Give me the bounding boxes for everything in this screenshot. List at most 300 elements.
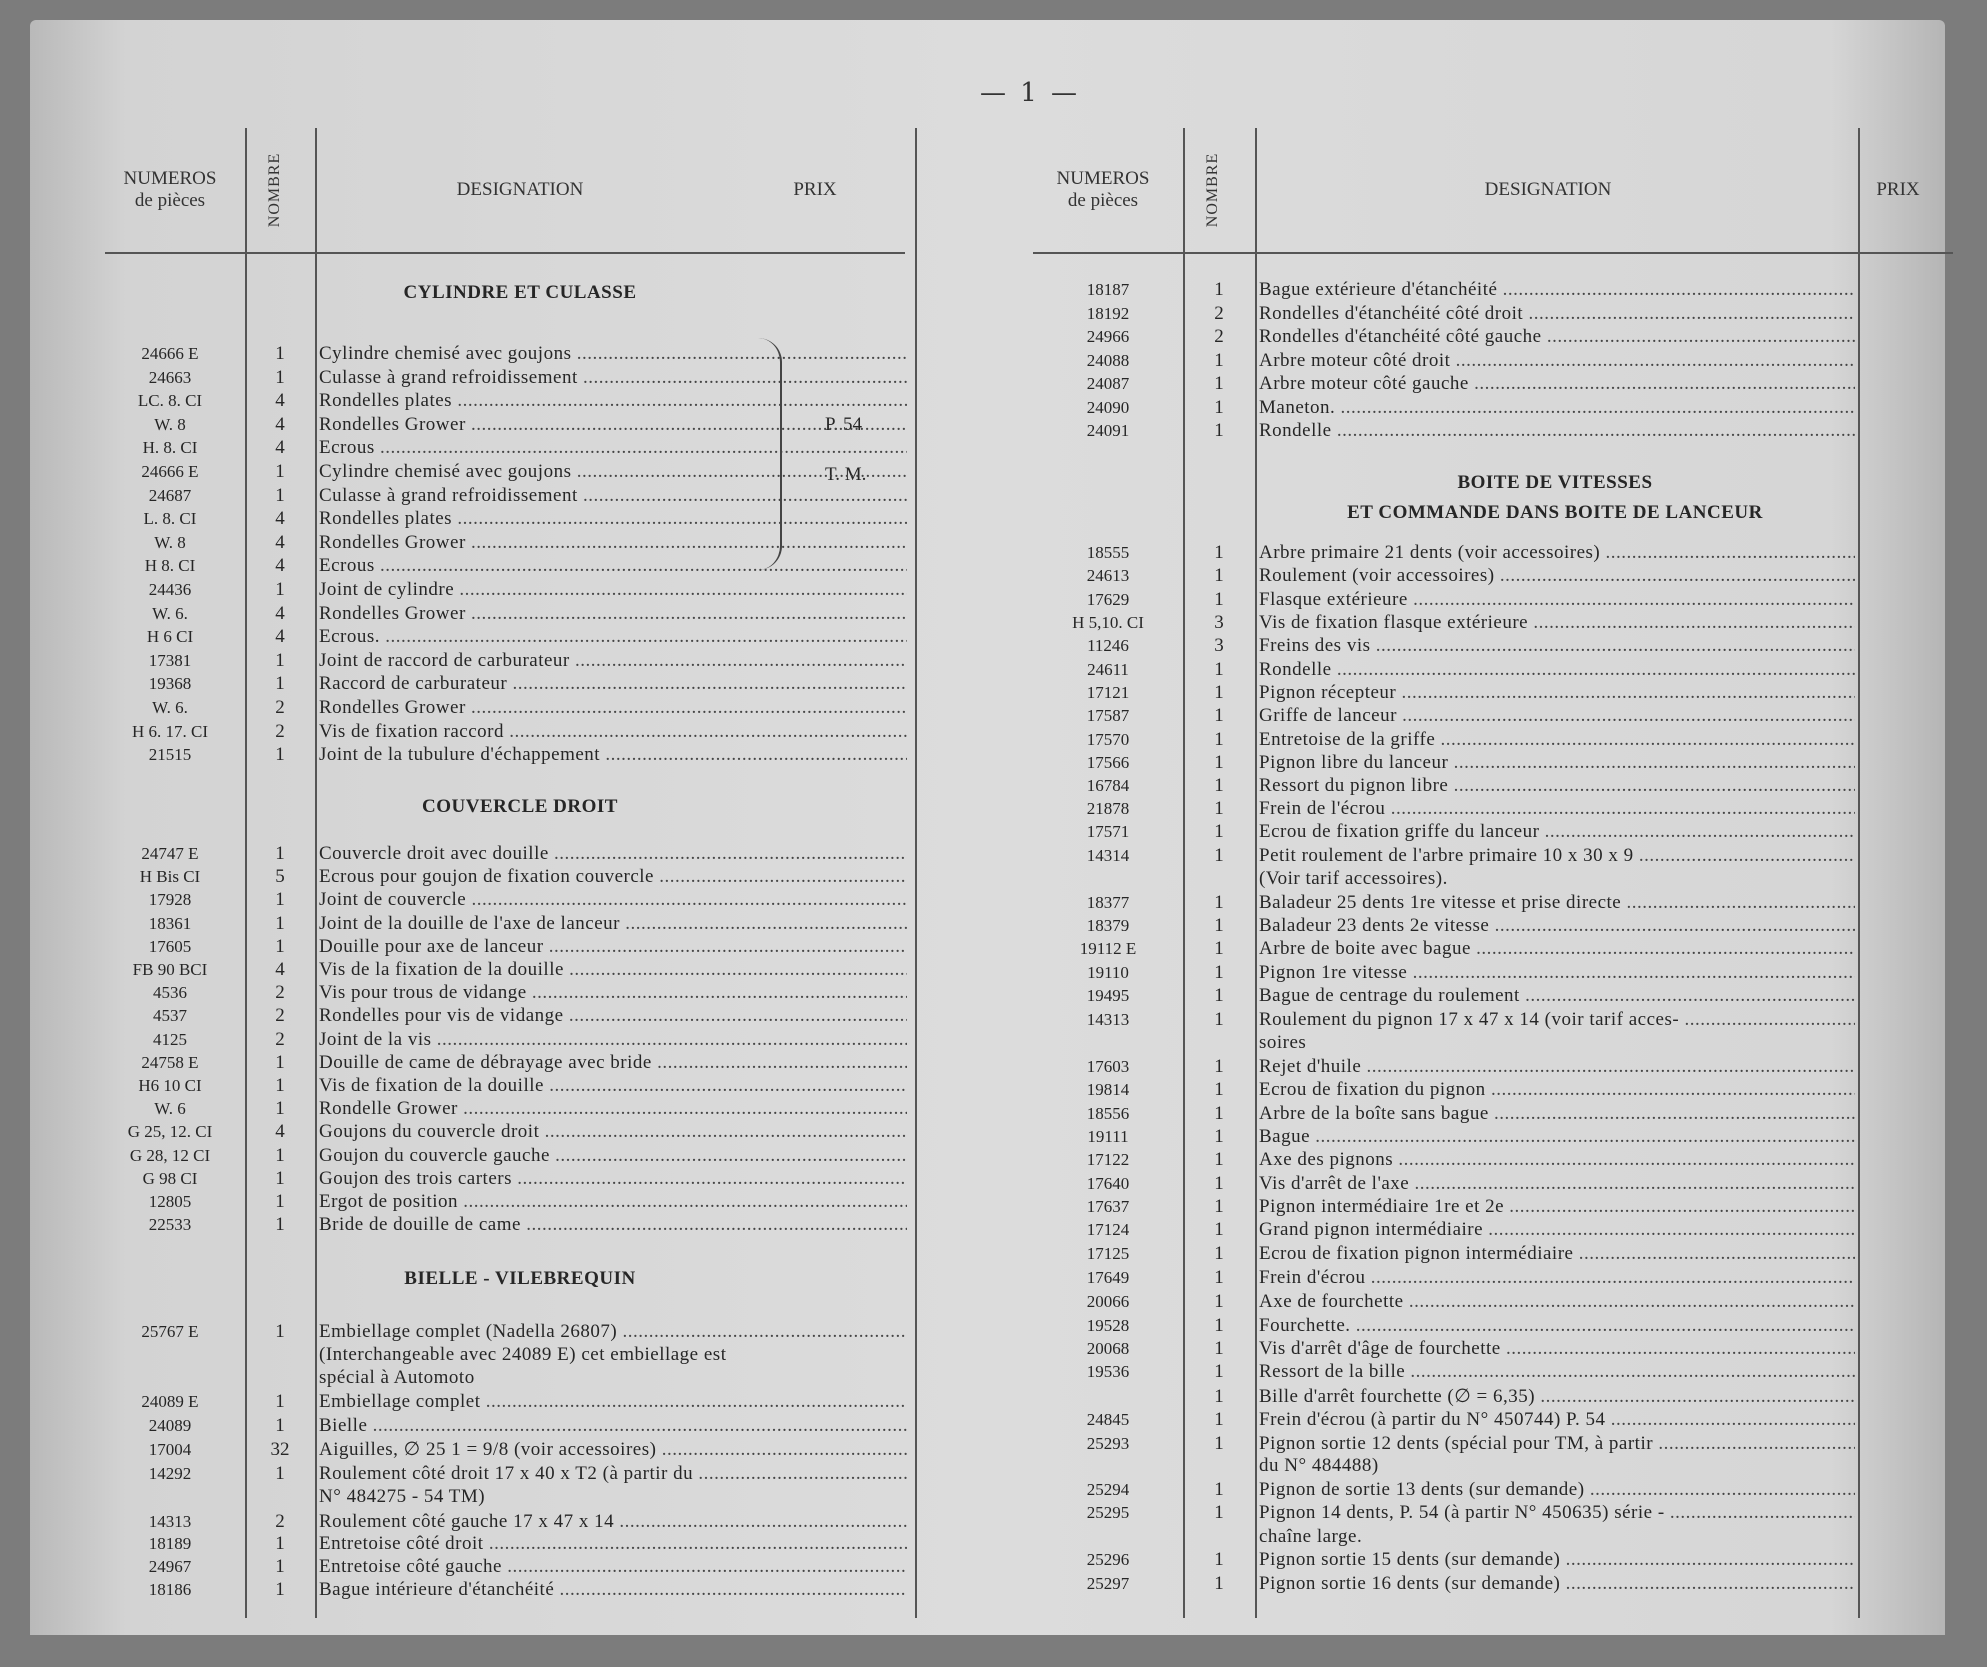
designation (319, 484, 907, 508)
designation (1259, 728, 1855, 752)
table-row (1033, 564, 1958, 588)
designation-text: Douille pour axe de lanceur ..... (319, 936, 907, 957)
table-row (1033, 1172, 1958, 1196)
quantity: 1 (275, 744, 285, 766)
quantity: 4 (275, 508, 285, 530)
table-row (105, 484, 915, 508)
designation-text: Rondelles plates ..... (319, 508, 907, 529)
section-title: BOITE DE VITESSES (1457, 472, 1653, 493)
quantity: 1 (1214, 1267, 1224, 1288)
table-row (1033, 867, 1958, 891)
designation-text: Pignon sortie 12 dents (spécial pour TM, à partir ..... (1259, 1433, 1855, 1454)
designation-text: Rondelles Grower ..... (319, 603, 907, 624)
designation (319, 1167, 907, 1191)
table-row (105, 696, 915, 720)
table-row (105, 1074, 915, 1098)
designation-text: Joint de couvercle ..... (319, 889, 907, 910)
designation (319, 1578, 907, 1602)
right-header-designation: DESIGNATION (1484, 179, 1612, 200)
designation (1259, 1055, 1855, 1079)
part-number: 20066 (1086, 1292, 1130, 1311)
designation-text: Roulement côté droit 17 x 40 x T2 (à partir du ..... (319, 1463, 907, 1484)
designation-text: Bague extérieure d'étanchéité ..... (1259, 279, 1855, 300)
part-number: 18377 (1086, 893, 1130, 912)
part-number: 19495 (1086, 986, 1130, 1005)
quantity: 1 (1214, 1315, 1224, 1336)
designation (1259, 1360, 1855, 1384)
designation (1259, 1454, 1855, 1478)
quantity: 1 (1214, 752, 1224, 773)
designation (319, 554, 907, 578)
designation-text: Frein de l'écrou ..... (1259, 798, 1855, 819)
quantity: 1 (275, 1214, 285, 1236)
designation (319, 1190, 907, 1214)
designation (1259, 1501, 1855, 1525)
designation (319, 389, 907, 413)
designation (1259, 1242, 1855, 1266)
quantity: 4 (275, 1121, 285, 1143)
designation-text: Roulement côté gauche 17 x 47 x 14 ..... (319, 1511, 907, 1532)
designation (319, 1028, 907, 1052)
part-number: 25295 (1086, 1503, 1130, 1522)
part-number: LC. 8. CI (137, 391, 203, 411)
designation-text: Bague intérieure d'étanchéité ..... (319, 1579, 907, 1600)
part-number: H Bis CI (139, 867, 201, 887)
quantity: 1 (1214, 1009, 1224, 1030)
quantity: 1 (1214, 542, 1224, 563)
designation (319, 1004, 907, 1028)
part-number: 17121 (1086, 683, 1130, 702)
quantity: 4 (275, 390, 285, 412)
part-number: 17640 (1086, 1174, 1130, 1193)
table-row (105, 1190, 915, 1214)
part-number: 19368 (148, 674, 192, 694)
table-row (105, 366, 915, 390)
quantity: 1 (275, 649, 285, 671)
part-number: 4537 (153, 1006, 187, 1026)
part-number: FB 90 BCI (132, 960, 208, 979)
table-row (1033, 396, 1958, 420)
designation (319, 1462, 907, 1486)
quantity: 1 (1214, 1386, 1224, 1407)
designation (1259, 564, 1855, 588)
designation-text: Rondelle ..... (1259, 420, 1855, 441)
table-row (105, 625, 915, 649)
part-number: W. 6 (154, 1099, 186, 1119)
right-header-prix: PRIX (1876, 179, 1920, 200)
table-row (1033, 349, 1958, 373)
part-number: 12805 (148, 1192, 192, 1211)
part-number: 24687 (148, 485, 192, 505)
designation-text: Goujon du couvercle gauche ..... (319, 1145, 907, 1166)
quantity: 1 (1214, 915, 1224, 936)
table-row (105, 1438, 915, 1462)
part-number: L. 8. CI (143, 509, 197, 529)
quantity: 1 (275, 484, 285, 506)
table-row (105, 1366, 915, 1390)
designation (319, 720, 907, 744)
table-row (105, 460, 915, 484)
designation (1259, 1548, 1855, 1572)
designation-text: Arbre moteur côté gauche ..... (1259, 373, 1855, 394)
quantity: 4 (275, 531, 285, 553)
part-number: 24758 E (141, 1052, 199, 1072)
designation (319, 625, 907, 649)
designation (1259, 278, 1855, 302)
designation (1259, 302, 1855, 326)
designation (319, 1097, 907, 1121)
part-number: 17649 (1086, 1268, 1130, 1287)
designation (1259, 751, 1855, 775)
designation (319, 1320, 907, 1344)
designation-text: Freins des vis ..... (1259, 635, 1855, 656)
quantity: 1 (1214, 396, 1224, 418)
quantity: 1 (1214, 1291, 1224, 1312)
designation-text: Ressort de la bille ..... (1259, 1361, 1855, 1382)
left-parts-table (105, 128, 915, 1618)
part-number: 24747 E (141, 844, 199, 863)
designation (319, 1366, 907, 1390)
quantity: 1 (1214, 349, 1224, 371)
table-row (105, 1510, 915, 1534)
right-header-de-pieces: de pièces (1067, 190, 1139, 211)
designation-text: Embiellage complet ..... (319, 1391, 907, 1412)
designation (1259, 419, 1855, 443)
designation-text: Pignon intermédiaire 1re et 2e ..... (1259, 1196, 1855, 1217)
table-row (105, 1578, 915, 1602)
designation-text: Raccord de carburateur ..... (319, 673, 907, 694)
table-row (1033, 1337, 1958, 1361)
designation (319, 743, 907, 767)
designation (1259, 658, 1855, 682)
table-row (1033, 1266, 1958, 1290)
table-row (105, 436, 915, 460)
part-number: 4125 (153, 1029, 187, 1049)
part-number: 17566 (1086, 753, 1130, 772)
table-row (1033, 1218, 1958, 1242)
designation (319, 649, 907, 673)
table-row (1033, 914, 1958, 938)
left-header-nombre: NOMBRE (266, 152, 284, 228)
designation (1259, 1195, 1855, 1219)
designation (319, 507, 907, 531)
left-rows (105, 128, 915, 1618)
designation (1259, 961, 1855, 985)
table-row (1033, 611, 1958, 635)
quantity: 1 (275, 1075, 285, 1096)
designation-text: Rondelles d'étanchéité côté droit ..... (1259, 303, 1855, 324)
designation (1259, 820, 1855, 844)
designation (1259, 1478, 1855, 1502)
quantity: 1 (1214, 985, 1224, 1006)
designation (1259, 325, 1855, 349)
designation (319, 912, 907, 936)
designation (319, 1555, 907, 1579)
part-number: W. 6. (152, 698, 188, 717)
designation (1259, 1314, 1855, 1338)
designation-text: Baladeur 23 dents 2e vitesse ..... (1259, 915, 1855, 936)
designation (319, 935, 907, 959)
part-number: 24966 (1086, 327, 1130, 346)
table-row (105, 602, 915, 626)
designation-text: Maneton. ..... (1259, 397, 1855, 418)
part-number: 17004 (148, 1440, 192, 1459)
part-number: 4536 (153, 983, 187, 1003)
table-row (105, 981, 915, 1005)
designation (319, 958, 907, 982)
designation (1259, 1078, 1855, 1102)
designation-text: Cylindre chemisé avec goujons ..... (319, 343, 907, 364)
quantity: 1 (1214, 659, 1224, 680)
part-number: 18361 (148, 913, 192, 933)
designation-text: Vis de fixation de la douille ..... (319, 1075, 907, 1096)
part-number: 18379 (1086, 916, 1130, 935)
table-row (1033, 1008, 1958, 1032)
table-row (1033, 1125, 1958, 1149)
quantity: 5 (275, 866, 285, 888)
table-row (105, 1028, 915, 1052)
quantity: 1 (1214, 1433, 1224, 1454)
table-row (1033, 1572, 1958, 1596)
part-number: 24613 (1086, 566, 1130, 585)
designation-text: Culasse à grand refroidissement ..... (319, 367, 907, 388)
quantity: 1 (1214, 938, 1224, 959)
quantity: 4 (275, 602, 285, 624)
designation (1259, 396, 1855, 420)
designation (1259, 937, 1855, 961)
quantity: 1 (1214, 589, 1224, 610)
quantity: 4 (275, 437, 285, 459)
left-header-de-pieces: de pièces (134, 190, 206, 211)
part-number: 19111 (1087, 1127, 1129, 1146)
designation (319, 578, 907, 602)
part-number: W. 8 (154, 532, 186, 552)
table-row (105, 865, 915, 889)
table-row (1033, 1102, 1958, 1126)
designation-text: Rondelles Grower ..... (319, 697, 907, 718)
part-number: 16784 (1086, 776, 1130, 795)
quantity: 1 (275, 1051, 285, 1073)
designation-text: Bague ..... (1259, 1126, 1855, 1147)
part-number: 24666 E (141, 344, 199, 363)
quantity: 1 (275, 1533, 285, 1554)
designation-text: Goujons du couvercle droit ..... (319, 1121, 907, 1142)
table-row (1033, 937, 1958, 961)
designation (1259, 704, 1855, 728)
designation-text: Joint de raccord de carburateur ..... (319, 650, 907, 671)
table-row (1033, 302, 1958, 326)
part-number: 21515 (148, 745, 192, 765)
quantity: 1 (1214, 420, 1224, 441)
quantity: 1 (275, 1391, 285, 1412)
designation-text: Culasse à grand refroidissement ..... (319, 485, 907, 506)
part-number: H 8. CI (144, 556, 196, 576)
designation (319, 1390, 907, 1414)
quantity: 1 (275, 1144, 285, 1166)
designation (319, 1438, 907, 1462)
quantity: 1 (1214, 1479, 1224, 1500)
designation-text: Fourchette. ..... (1259, 1315, 1855, 1336)
part-number: 25297 (1086, 1574, 1130, 1593)
part-number: 19112 E (1079, 939, 1137, 958)
designation (1259, 1572, 1855, 1596)
designation (319, 531, 907, 555)
designation (319, 842, 907, 866)
designation (1259, 774, 1855, 798)
table-row (105, 720, 915, 744)
designation-text: Goujon des trois carters ..... (319, 1168, 907, 1189)
designation-text: Entretoise côté gauche ..... (319, 1556, 907, 1577)
quantity: 2 (1214, 302, 1224, 324)
table-row (105, 888, 915, 912)
designation-text: Roulement (voir accessoires) ..... (1259, 565, 1855, 586)
designation (1259, 634, 1855, 658)
quantity: 1 (1214, 1338, 1224, 1359)
designation (319, 1510, 907, 1534)
part-number: H6 10 CI (138, 1076, 202, 1095)
part-number: 17125 (1086, 1244, 1130, 1263)
quantity: 1 (1214, 798, 1224, 819)
quantity: 1 (275, 1167, 285, 1189)
designation-text: Vis de la fixation de la douille ..... (319, 959, 907, 980)
designation-text: soires (1259, 1032, 1307, 1053)
part-number: W. 8 (154, 414, 186, 434)
table-row (105, 1462, 915, 1486)
designation-text: Bille d'arrêt fourchette (∅ = 6,35) ..... (1259, 1386, 1855, 1407)
table-row (1033, 1242, 1958, 1266)
part-number: 19110 (1087, 963, 1129, 982)
designation-text: Pignon sortie 16 dents (sur demande) ..... (1259, 1573, 1855, 1594)
part-number: 17605 (148, 936, 192, 956)
quantity: 1 (1214, 1079, 1224, 1100)
quantity: 1 (275, 912, 285, 934)
designation (319, 1074, 907, 1098)
table-row (105, 1343, 915, 1367)
designation-text: Ecrous pour goujon de fixation couvercle ..... (319, 866, 907, 887)
quantity: 1 (275, 1098, 285, 1120)
designation-text: Ressort du pignon libre ..... (1259, 775, 1855, 796)
designation (319, 342, 907, 366)
table-row (1033, 278, 1958, 302)
quantity: 32 (270, 1439, 290, 1460)
left-header-designation: DESIGNATION (456, 179, 584, 200)
designation-text: Vis d'arrêt de l'axe ..... (1259, 1173, 1855, 1194)
quantity: 1 (1214, 775, 1224, 796)
table-row (105, 507, 915, 531)
designation (319, 413, 907, 437)
designation-text: spécial à Automoto (319, 1367, 475, 1388)
designation-text: Ecrou de fixation pignon intermédiaire ..... (1259, 1243, 1855, 1264)
designation-text: Embiellage complet (Nadella 26807) ..... (319, 1321, 907, 1342)
designation-text: Frein d'écrou (à partir du N° 450744) P. 54 ..... (1259, 1409, 1855, 1430)
quantity: 1 (1214, 1173, 1224, 1194)
part-number: 17637 (1086, 1197, 1130, 1216)
quantity: 1 (275, 1579, 285, 1600)
quantity: 2 (275, 697, 285, 718)
quantity: 1 (1214, 565, 1224, 586)
quantity: 1 (275, 461, 285, 482)
designation-text: Ecrous ..... (319, 555, 907, 576)
table-row (1033, 820, 1958, 844)
designation-text: Aiguilles, ∅ 25 1 = 9/8 (voir accessoires) ..... (319, 1439, 907, 1460)
designation-text: Arbre de boite avec bague ..... (1259, 938, 1855, 959)
designation-text: Baladeur 25 dents 1re vitesse et prise directe ..... (1259, 892, 1855, 913)
table-row (1033, 1548, 1958, 1572)
table-row (1033, 728, 1958, 752)
table-row (1033, 774, 1958, 798)
designation-text: Axe de fourchette ..... (1259, 1291, 1855, 1312)
designation-text: (Interchangeable avec 24089 E) cet embiellage est (319, 1344, 727, 1365)
quantity: 1 (1214, 373, 1224, 394)
quantity: 2 (275, 720, 285, 742)
part-number: 14313 (148, 1512, 192, 1531)
table-row (1033, 984, 1958, 1008)
part-number: G 25, 12. CI (127, 1122, 213, 1142)
quantity: 1 (275, 1415, 285, 1436)
table-row (1033, 797, 1958, 821)
designation (319, 888, 907, 912)
designation-text: du N° 484488) (1259, 1455, 1379, 1476)
designation (1259, 1266, 1855, 1290)
designation (319, 1144, 907, 1168)
part-number: 17928 (148, 890, 192, 910)
table-row (1033, 372, 1958, 396)
part-number: 24089 E (141, 1392, 199, 1411)
designation-text: Bielle ..... (319, 1415, 907, 1436)
quantity: 2 (1214, 326, 1224, 347)
catalog-page (30, 20, 1945, 1635)
designation (1259, 1102, 1855, 1126)
part-number: 14314 (1086, 846, 1130, 865)
designation-text: Joint de cylindre ..... (319, 579, 907, 600)
designation (319, 1213, 907, 1237)
designation-text: Pignon 14 dents, P. 54 (à partir N° 450635) série - ..... (1259, 1502, 1855, 1523)
table-row (1033, 1454, 1958, 1478)
part-number: 24663 (148, 367, 192, 387)
designation (319, 460, 907, 484)
quantity: 1 (275, 1556, 285, 1577)
part-number: 17571 (1086, 822, 1130, 841)
part-number: 24967 (148, 1557, 192, 1576)
part-number: 19814 (1086, 1080, 1130, 1099)
designation (1259, 1432, 1855, 1456)
quantity: 1 (1214, 1409, 1224, 1430)
designation (1259, 1172, 1855, 1196)
part-number: G 28, 12 CI (129, 1145, 211, 1165)
table-row (105, 389, 915, 413)
section-title: ET COMMANDE DANS BOITE DE LANCEUR (1347, 502, 1763, 523)
table-row (1033, 1360, 1958, 1384)
section-title: BIELLE - VILEBREQUIN (404, 1268, 636, 1289)
quantity: 1 (1214, 845, 1224, 866)
table-row (1033, 325, 1958, 349)
quantity: 1 (1214, 1549, 1224, 1570)
quantity: 1 (275, 1191, 285, 1212)
designation-text: Rondelles plates ..... (319, 390, 907, 411)
quantity: 1 (275, 889, 285, 911)
part-number: 18555 (1086, 543, 1130, 562)
table-row (105, 1414, 915, 1438)
quantity: 1 (1214, 1219, 1224, 1240)
designation-text: Rejet d'huile ..... (1259, 1056, 1855, 1077)
table-row (105, 1004, 915, 1028)
part-number: 17570 (1086, 730, 1130, 749)
designation (1259, 1148, 1855, 1172)
table-row (105, 935, 915, 959)
table-row (1033, 1385, 1958, 1409)
table-row (1033, 1501, 1958, 1525)
table-row (105, 531, 915, 555)
